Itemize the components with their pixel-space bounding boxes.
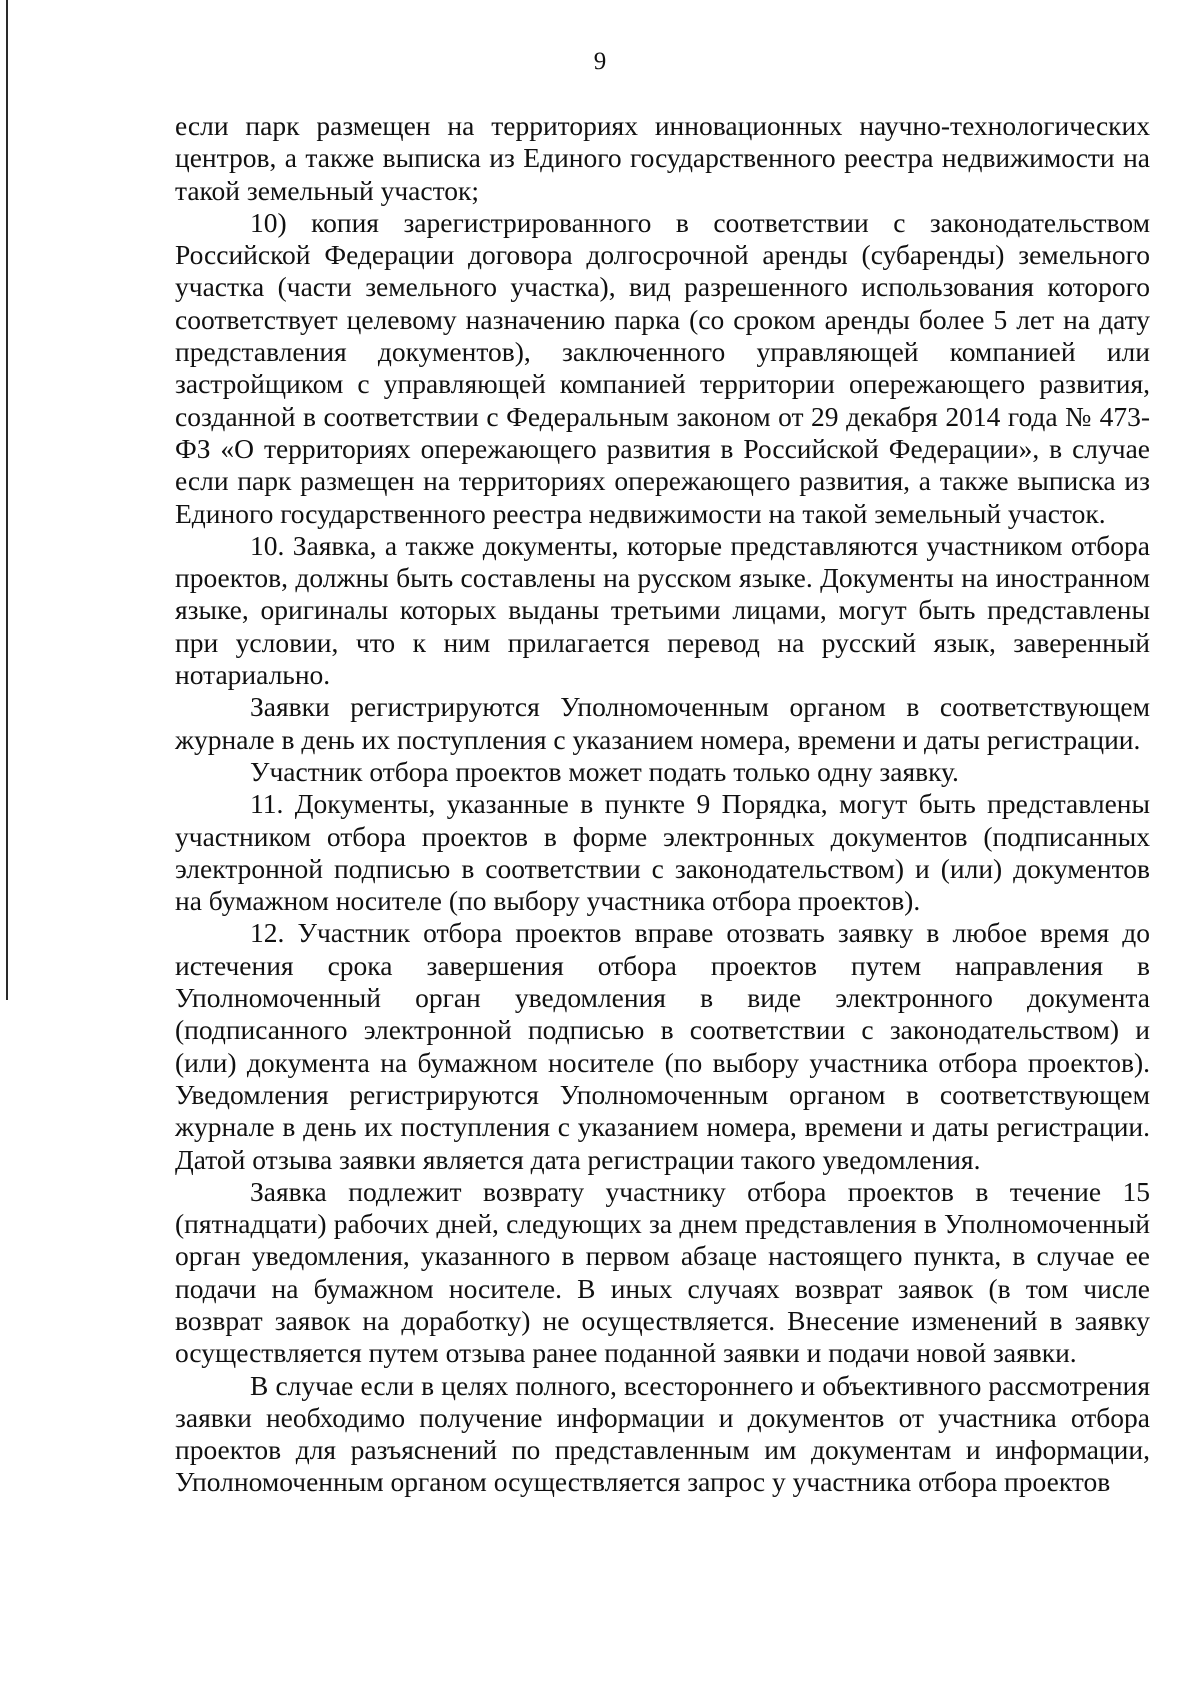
paragraph-6: 11. Документы, указанные в пункте 9 Порядка, могут быть представлены участником отбора проектов в форме электронных документов (подписанных электронной подписью в соответствии с законодательством) и (или) документов на бумажном носителе (по выбору участника отбора проектов). [175, 788, 1150, 917]
paragraph-9: В случае если в целях полного, всестороннего и объективного рассмотрения заявки необходимо получение информации и документов от участника отбора проектов для разъяснений по представленным им документам и информации, Уполномоченным органом осуществляется запрос у участника отбора проектов [175, 1369, 1150, 1498]
paragraph-4: Заявки регистрируются Уполномоченным органом в соответствующем журнале в день их поступления с указанием номера, времени и даты регистрации. [175, 691, 1150, 755]
document-body [175, 110, 1150, 1499]
scan-margin-line [6, 0, 8, 1000]
page-number: 9 [593, 48, 607, 75]
paragraph-2: 10) копия зарегистрированного в соответствии с законодательством Российской Федерации договора долгосрочной аренды (субаренды) земельного участка (части земельного участка), вид разрешенного использования которого соответствует целевому назначению парка (со сроком аренды более 5 лет на дату представления документов), заключенного управляющей компанией или застройщиком с управляющей компанией территории опережающего развития, созданной в соответствии с Федеральным законом от 29 декабря 2014 года № 473-ФЗ «О территориях опережающего развития в Российской Федерации», в случае если парк размещен на территориях опережающего развития, а также выписка из Единого государственного реестра недвижимости на такой земельный участок. [175, 206, 1150, 529]
paragraph-1: если парк размещен на территориях инновационных научно-технологических центров, а также выписка из Единого государственного реестра недвижимости на такой земельный участок; [175, 110, 1150, 206]
paragraph-3: 10. Заявка, а также документы, которые представляются участником отбора проектов, должны быть составлены на русском языке. Документы на иностранном языке, оригиналы которых выданы третьими лицами, могут быть представлены при условии, что к ним прилагается перевод на русский язык, заверенный нотариально. [175, 529, 1150, 691]
paragraph-7: 12. Участник отбора проектов вправе отозвать заявку в любое время до истечения срока завершения отбора проектов путем направления в Уполномоченный орган уведомления в виде электронного документа (подписанного электронной подписью в соответствии с законодательством) и (или) документа на бумажном носителе (по выбору участника отбора проектов). Уведомления регистрируются Уполномоченным органом в соответствующем журнале в день их поступления с указанием номера, времени и даты регистрации. Датой отзыва заявки является дата регистрации такого уведомления. [175, 917, 1150, 1175]
paragraph-8: Заявка подлежит возврату участнику отбора проектов в течение 15 (пятнадцати) рабочих дней, следующих за днем представления в Уполномоченный орган уведомления, указанного в первом абзаце настоящего пункта, в случае ее подачи на бумажном носителе. В иных случаях возврат заявок (в том числе возврат заявок на доработку) не осуществляется. Внесение изменений в заявку осуществляется путем отзыва ранее поданной заявки и подачи новой заявки. [175, 1175, 1150, 1369]
paragraph-5: Участник отбора проектов может подать только одну заявку. [250, 755, 959, 787]
